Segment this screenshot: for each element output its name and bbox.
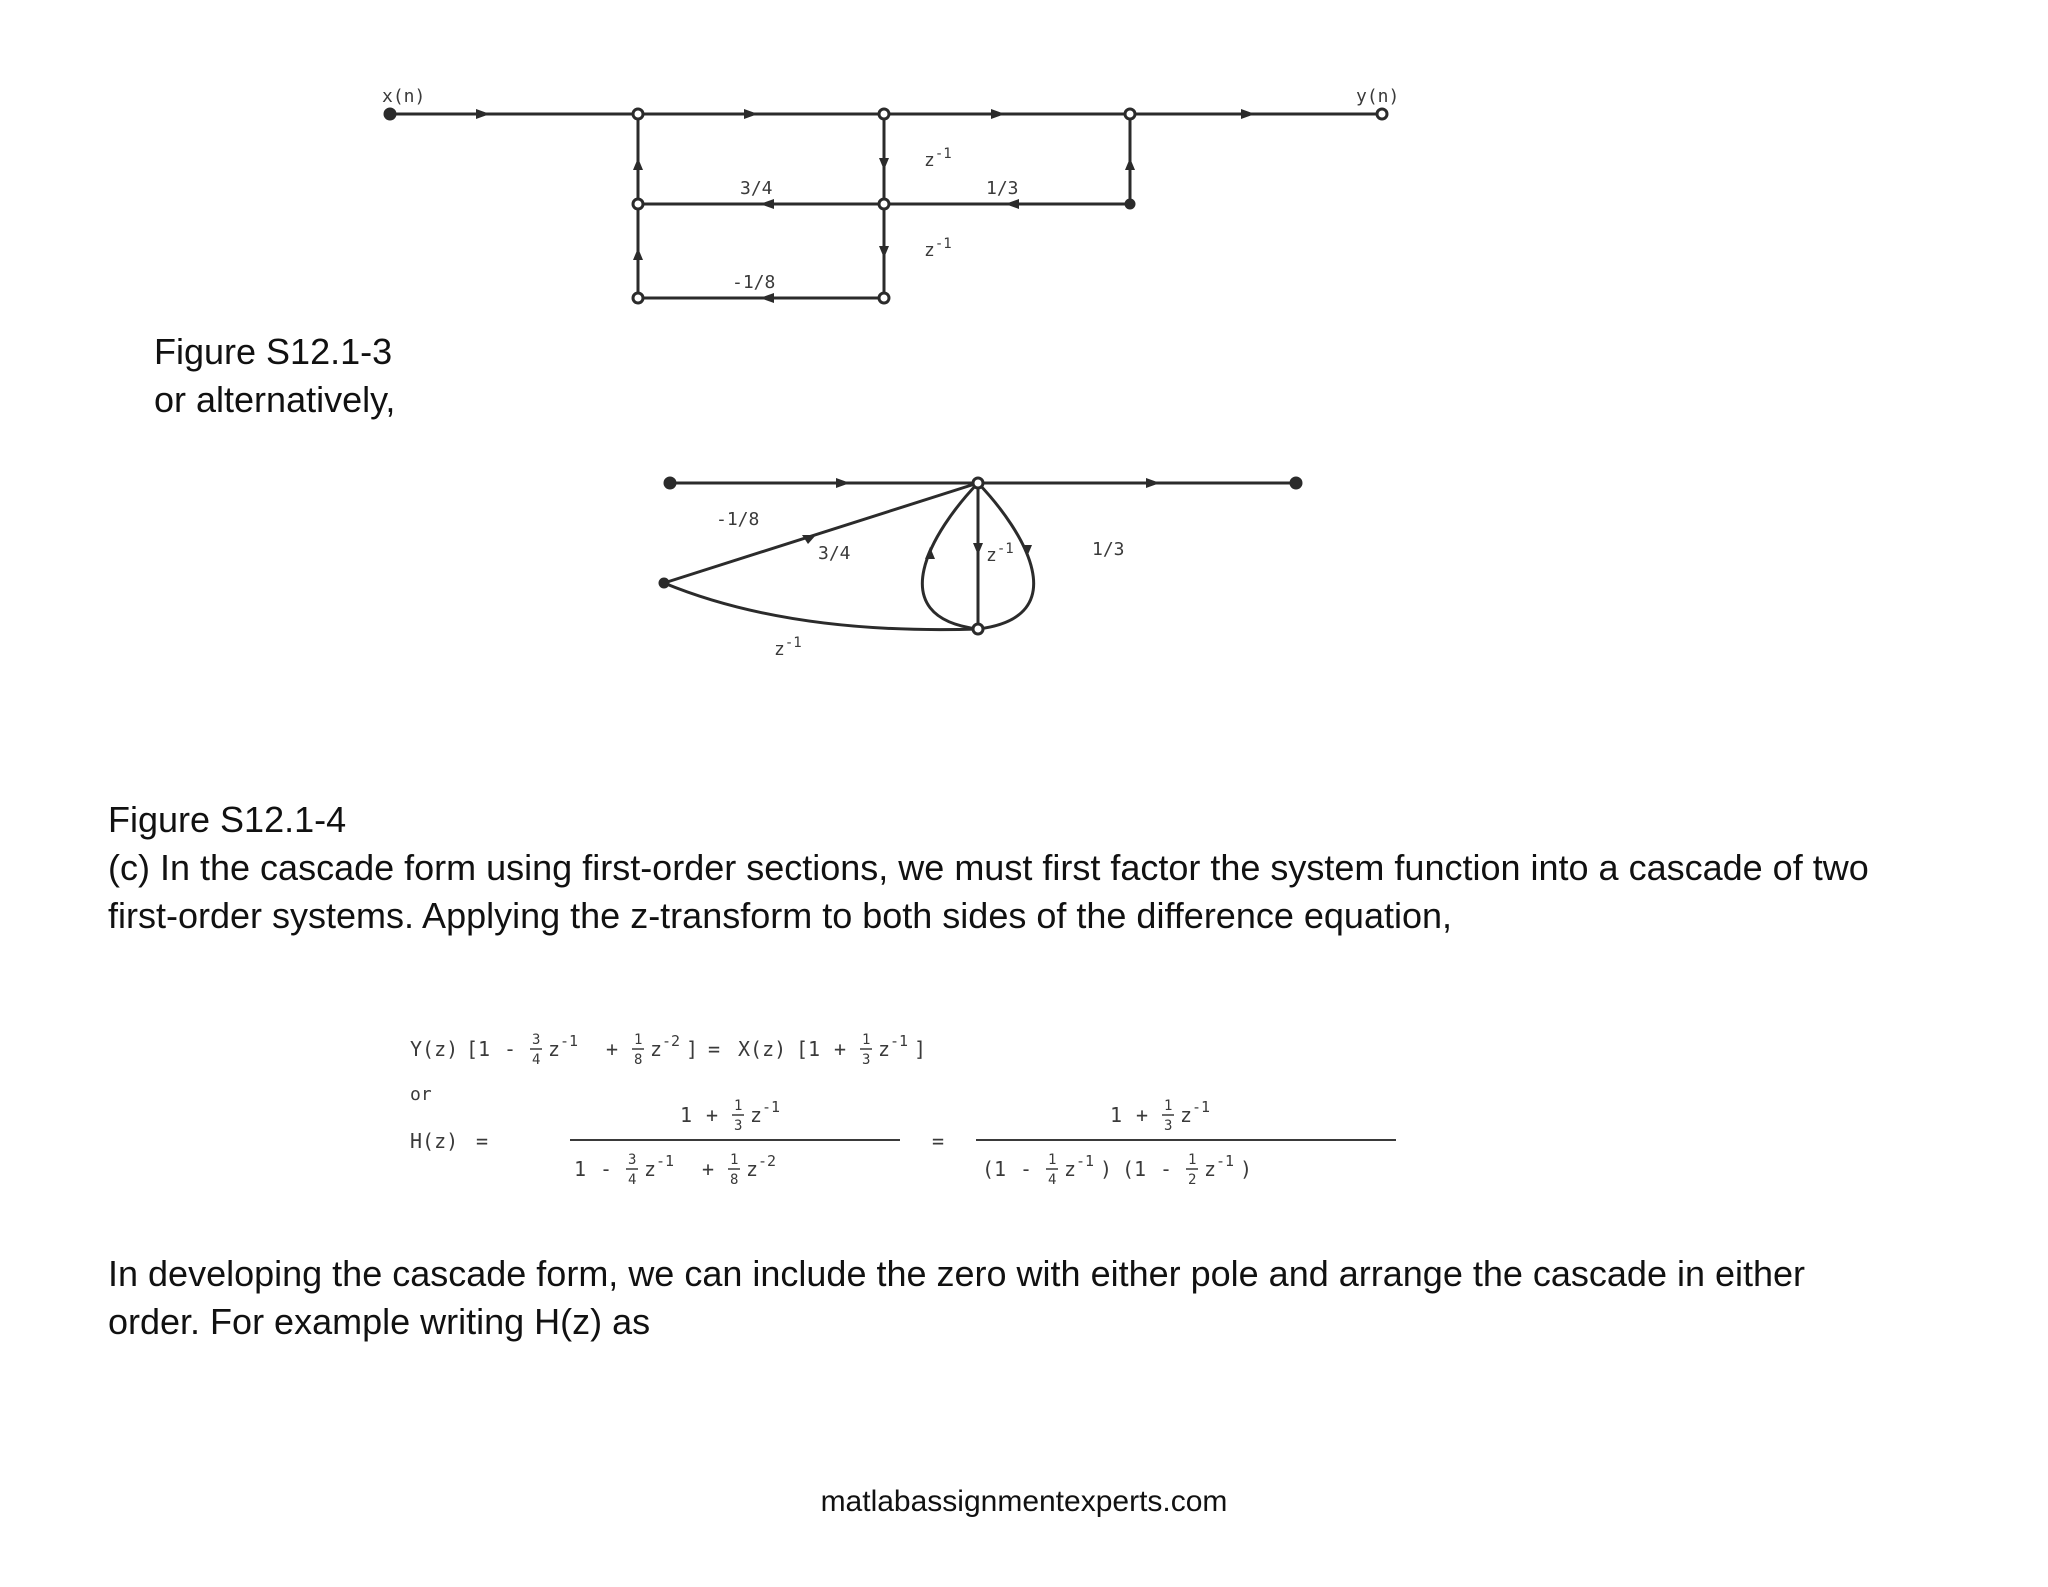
svg-text:-1: -1 [890,1032,909,1050]
svg-text:3: 3 [862,1052,871,1068]
fig2-delay-bottom: $z^{-1}$ [774,635,802,660]
fig1-coef-3-4: 3/4 [740,178,773,199]
svg-text:(: ( [982,1157,995,1181]
svg-text:X(z): X(z) [738,1037,787,1061]
svg-text:z: z [1064,1157,1077,1181]
svg-text:3: 3 [532,1032,541,1048]
svg-text:1: 1 [680,1103,693,1127]
svg-text:]: ] [914,1037,927,1061]
svg-text:[: [ [796,1037,809,1061]
svg-text:1: 1 [862,1032,871,1048]
svg-text:3: 3 [1164,1118,1173,1134]
paragraph-c-line-1: (c) In the cascade form using first-order sections, we must first factor the system function into a cascade of two [108,847,1869,888]
fig1-coef-minus-1-8: -1/8 [732,272,776,293]
svg-text:z: z [644,1157,657,1181]
svg-text:-1: -1 [656,1152,675,1170]
svg-text:-: - [504,1037,517,1061]
svg-text:1: 1 [634,1032,643,1048]
figure-s12-1-4-caption: Figure S12.1-4 [108,799,347,840]
svg-text:1: 1 [734,1098,743,1114]
svg-text:z: z [1204,1157,1217,1181]
svg-text:4: 4 [628,1172,637,1188]
svg-text:-1: -1 [560,1032,579,1050]
svg-text:z: z [650,1037,663,1061]
equation-or-word: or [410,1084,432,1105]
svg-text:=: = [932,1129,945,1153]
svg-text:2: 2 [1188,1172,1197,1188]
svg-text:z: z [1180,1103,1193,1127]
fig1-input-label: x(n) [382,86,426,107]
svg-text:4: 4 [532,1052,541,1068]
svg-text:+: + [606,1037,619,1061]
svg-text:-: - [1020,1157,1033,1181]
svg-text:-: - [600,1157,613,1181]
svg-text:=: = [476,1129,489,1153]
svg-text:3: 3 [734,1118,743,1134]
svg-text:-1: -1 [1216,1152,1235,1170]
svg-text:): ) [1240,1157,1253,1181]
svg-text:(: ( [1122,1157,1135,1181]
svg-text:z: z [746,1157,759,1181]
svg-text:8: 8 [634,1052,643,1068]
svg-text:-1: -1 [762,1098,781,1116]
svg-text:-2: -2 [758,1152,777,1170]
svg-text:-1: -1 [1192,1098,1211,1116]
svg-text:1: 1 [574,1157,587,1181]
fig2-coef-1-3: 1/3 [1092,539,1125,560]
svg-text:-2: -2 [662,1032,681,1050]
svg-text:3: 3 [628,1152,637,1168]
fig1-output-label: y(n) [1356,86,1400,107]
svg-text:-: - [1160,1157,1173,1181]
svg-text:+: + [702,1157,715,1181]
equation-line-2 [410,1098,1396,1188]
fig1-delay-lower: $z^{-1}$ [924,236,952,261]
svg-text:+: + [834,1037,847,1061]
footer-website: matlabassignmentexperts.com [820,1485,1228,1518]
svg-text:-1: -1 [1076,1152,1095,1170]
svg-text:[: [ [466,1037,479,1061]
paragraph-d-line-2: order. For example writing H(z) as [108,1301,651,1342]
svg-text:1: 1 [994,1157,1007,1181]
svg-text:1: 1 [1048,1152,1057,1168]
svg-text:H(z): H(z) [410,1129,459,1153]
paragraph-d-line-1: In developing the cascade form, we can include the zero with either pole and arrange the cascade in either [108,1253,1806,1294]
fig1-delay-upper: $z^{-1}$ [924,146,952,171]
fig2-delay-center: $z^{-1}$ [986,541,1014,566]
fig1-coef-1-3: 1/3 [986,178,1019,199]
svg-text:4: 4 [1048,1172,1057,1188]
z-transform-equations [410,1020,1410,1200]
alternatively-text: or alternatively, [154,379,396,420]
svg-text:1: 1 [478,1037,491,1061]
svg-text:1: 1 [1134,1157,1147,1181]
svg-text:+: + [706,1103,719,1127]
svg-text:+: + [1136,1103,1149,1127]
fig2-coef-minus-1-8: -1/8 [716,509,760,530]
figure-s12-1-4-flowgraph [640,455,1340,685]
svg-text:]: ] [686,1037,699,1061]
fig2-coef-3-4: 3/4 [818,543,851,564]
svg-text:z: z [750,1103,763,1127]
figure-s12-1-3-flowgraph [360,80,1480,320]
paragraph-c-line-2: first-order systems. Applying the z-transform to both sides of the difference equation, [108,895,1453,936]
svg-text:8: 8 [730,1172,739,1188]
svg-text:z: z [548,1037,561,1061]
svg-text:1: 1 [1188,1152,1197,1168]
svg-text:z: z [878,1037,891,1061]
equation-line-1 [410,1032,926,1068]
svg-text:1: 1 [808,1037,821,1061]
svg-text:Y(z): Y(z) [410,1037,459,1061]
svg-text:1: 1 [1110,1103,1123,1127]
svg-text:1: 1 [1164,1098,1173,1114]
figure-s12-1-3-caption: Figure S12.1-3 [154,331,393,372]
svg-text:=: = [708,1037,721,1061]
svg-text:1: 1 [730,1152,739,1168]
svg-text:): ) [1100,1157,1113,1181]
